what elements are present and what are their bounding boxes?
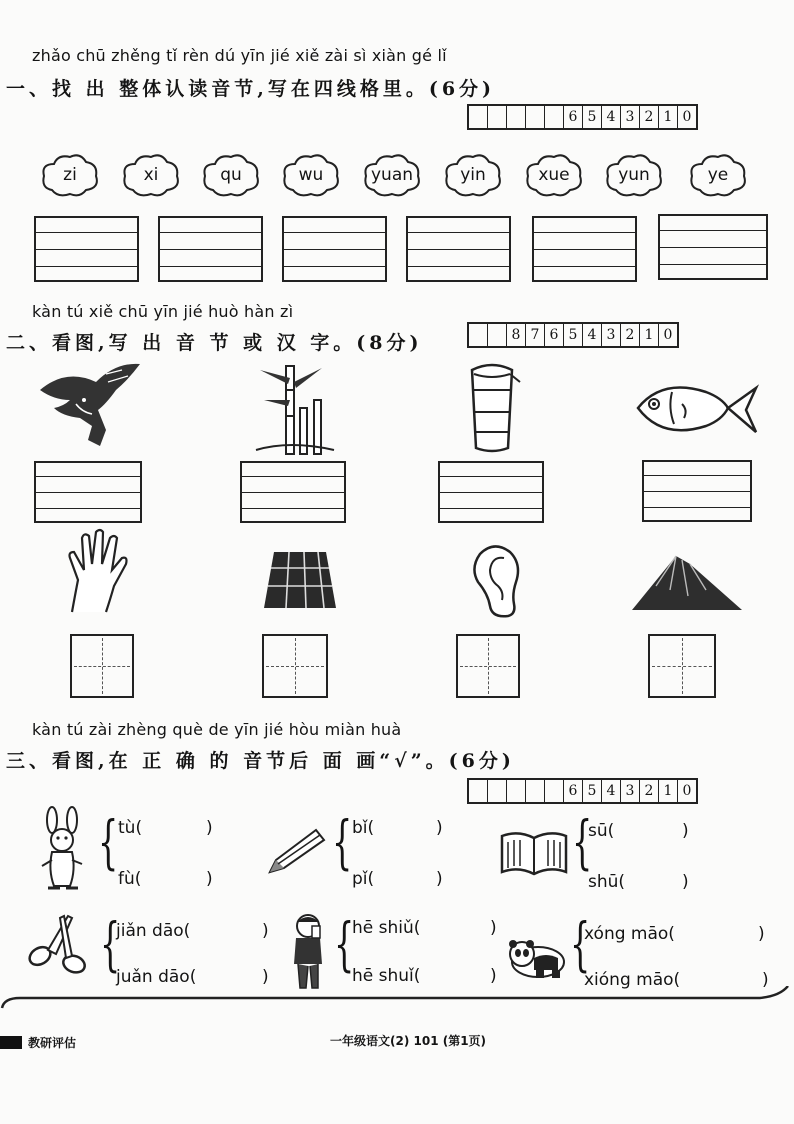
cloud-label: xue bbox=[538, 165, 570, 185]
score-cell[interactable]: 8 bbox=[507, 324, 526, 346]
option-label: pǐ( bbox=[352, 869, 375, 889]
cloud-label: ye bbox=[707, 165, 729, 185]
eagle-picture bbox=[36, 360, 144, 450]
fish-picture bbox=[632, 374, 760, 444]
four-line-box[interactable] bbox=[406, 216, 511, 282]
syllable-cloud bbox=[524, 152, 584, 198]
option-label: hē shuǐ( bbox=[352, 966, 421, 986]
field-picture bbox=[256, 548, 340, 612]
syllable-cloud bbox=[604, 152, 664, 198]
cloud-label: wu bbox=[298, 165, 324, 185]
score-cell[interactable] bbox=[469, 106, 488, 128]
answer-paren[interactable]: ) bbox=[262, 921, 269, 941]
drinking-boy-picture bbox=[288, 912, 330, 992]
syllable-cloud bbox=[362, 152, 422, 198]
score-cell[interactable] bbox=[526, 780, 545, 802]
footer-page: 一年级语文(2) 101 (第1页) bbox=[330, 1034, 487, 1048]
four-line-box[interactable] bbox=[34, 216, 139, 282]
page-border bbox=[0, 986, 794, 1016]
option-label: juǎn dāo( bbox=[116, 967, 197, 987]
cloud-label: qu bbox=[220, 165, 242, 185]
ear-picture bbox=[468, 542, 522, 620]
answer-paren[interactable]: ) bbox=[682, 872, 689, 892]
brace: { bbox=[570, 910, 591, 978]
syllable-cloud bbox=[121, 152, 181, 198]
scissors-picture bbox=[24, 912, 100, 976]
score-cell[interactable]: 2 bbox=[640, 780, 659, 802]
score-cell[interactable]: 0 bbox=[682, 783, 692, 799]
score-cell[interactable] bbox=[507, 780, 526, 802]
score-cell[interactable]: 3 bbox=[621, 106, 640, 128]
score-cell[interactable]: 3 bbox=[621, 780, 640, 802]
option-label: hē shiǔ( bbox=[352, 918, 421, 938]
score-cell[interactable] bbox=[488, 324, 507, 346]
syllable-cloud bbox=[443, 152, 503, 198]
brace: { bbox=[100, 910, 121, 978]
score-cell[interactable] bbox=[488, 780, 507, 802]
cloud-label: xi bbox=[143, 165, 159, 185]
score-cell[interactable]: 2 bbox=[640, 106, 659, 128]
score-cell[interactable] bbox=[545, 106, 564, 128]
score-cell[interactable]: 0 bbox=[663, 327, 673, 343]
four-line-box[interactable] bbox=[158, 216, 263, 282]
option-label: jiǎn dāo( bbox=[116, 921, 191, 941]
section3-heading: 三、看图,在 正 确 的 音节后 面 画“√”。(6分) bbox=[6, 750, 515, 772]
syllable-cloud bbox=[201, 152, 261, 198]
score-cell[interactable]: 5 bbox=[583, 780, 602, 802]
syllable-cloud bbox=[281, 152, 341, 198]
section3-score-table bbox=[467, 778, 698, 804]
score-cell[interactable]: 7 bbox=[526, 324, 545, 346]
answer-paren[interactable]: ) bbox=[262, 967, 269, 987]
score-cell[interactable]: 6 bbox=[564, 106, 583, 128]
rabbit-picture bbox=[34, 806, 94, 894]
pencil-picture bbox=[264, 826, 328, 878]
score-cell[interactable] bbox=[545, 780, 564, 802]
answer-paren[interactable]: ) bbox=[762, 970, 769, 990]
score-cell[interactable]: 4 bbox=[583, 324, 602, 346]
section2-pinyin: kàn tú xiě chū yīn jié huò hàn zì bbox=[32, 302, 294, 321]
four-line-box[interactable] bbox=[282, 216, 387, 282]
four-line-box[interactable] bbox=[438, 461, 544, 523]
tian-grid-box[interactable] bbox=[648, 634, 716, 698]
option-label: fù( bbox=[118, 869, 142, 889]
answer-paren[interactable]: ) bbox=[436, 869, 443, 889]
section2-heading: 二、看图,写 出 音 节 或 汉 字。(8分) bbox=[6, 332, 423, 354]
score-cell[interactable]: 5 bbox=[583, 106, 602, 128]
brace: { bbox=[98, 808, 119, 876]
cloud-label: yun bbox=[618, 165, 650, 185]
tian-grid-box[interactable] bbox=[70, 634, 134, 698]
syllable-cloud bbox=[688, 152, 748, 198]
score-cell[interactable] bbox=[469, 780, 488, 802]
answer-paren[interactable]: ) bbox=[490, 918, 497, 938]
footer-left: 教研评估 bbox=[28, 1036, 77, 1050]
four-line-box[interactable] bbox=[642, 460, 752, 522]
cloud-label: zi bbox=[63, 165, 77, 185]
boat-picture bbox=[462, 360, 522, 454]
option-label: sū( bbox=[588, 821, 615, 841]
score-cell[interactable] bbox=[469, 324, 488, 346]
section1-heading: 一、找 出 整体认读音节,写在四线格里。(6分) bbox=[6, 78, 496, 100]
answer-paren[interactable]: ) bbox=[206, 869, 213, 889]
section1-pinyin: zhǎo chū zhěng tǐ rèn dú yīn jié xiě zài sì xiàn gé lǐ bbox=[32, 46, 447, 65]
option-label: tù( bbox=[118, 818, 143, 838]
score-cell[interactable]: 1 bbox=[640, 324, 659, 346]
score-cell[interactable]: 6 bbox=[545, 324, 564, 346]
score-cell[interactable]: 2 bbox=[621, 324, 640, 346]
tian-grid-box[interactable] bbox=[262, 634, 328, 698]
option-label: shū( bbox=[588, 872, 626, 892]
section2-score-table bbox=[467, 322, 679, 348]
score-cell[interactable]: 5 bbox=[564, 324, 583, 346]
option-label: xióng māo( bbox=[584, 970, 681, 990]
option-label: xóng māo( bbox=[584, 924, 675, 944]
section3-pinyin: kàn tú zài zhèng què de yīn jié hòu miàn huà bbox=[32, 720, 402, 739]
four-line-box[interactable] bbox=[658, 214, 768, 280]
four-line-box[interactable] bbox=[240, 461, 346, 523]
footer-marker bbox=[0, 1036, 22, 1049]
score-cell[interactable] bbox=[526, 106, 545, 128]
score-cell[interactable] bbox=[507, 106, 526, 128]
four-line-box[interactable] bbox=[532, 216, 637, 282]
answer-paren[interactable]: ) bbox=[206, 818, 213, 838]
option-label: bǐ( bbox=[352, 818, 375, 838]
cloud-label: yin bbox=[460, 165, 486, 185]
score-cell[interactable]: 1 bbox=[659, 780, 678, 802]
syllable-cloud bbox=[40, 152, 100, 198]
answer-paren[interactable]: ) bbox=[490, 966, 497, 986]
bamboo-picture bbox=[250, 360, 340, 456]
score-cell[interactable] bbox=[488, 106, 507, 128]
tian-grid-box[interactable] bbox=[456, 634, 520, 698]
score-cell[interactable]: 3 bbox=[602, 324, 621, 346]
answer-paren[interactable]: ) bbox=[682, 821, 689, 841]
book-picture bbox=[498, 828, 570, 878]
score-cell[interactable]: 1 bbox=[659, 106, 678, 128]
score-cell[interactable]: 4 bbox=[602, 780, 621, 802]
score-cell[interactable]: 0 bbox=[682, 109, 692, 125]
score-cell[interactable]: 4 bbox=[602, 106, 621, 128]
score-cell[interactable]: 6 bbox=[564, 780, 583, 802]
answer-paren[interactable]: ) bbox=[436, 818, 443, 838]
brace: { bbox=[334, 910, 355, 978]
section1-score-table bbox=[467, 104, 698, 130]
panda-picture bbox=[506, 936, 568, 980]
four-line-box[interactable] bbox=[34, 461, 142, 523]
answer-paren[interactable]: ) bbox=[758, 924, 765, 944]
hand-picture bbox=[62, 528, 134, 616]
brace: { bbox=[572, 808, 593, 876]
brace: { bbox=[332, 808, 353, 876]
mountain-picture bbox=[630, 550, 744, 614]
cloud-label: yuan bbox=[370, 165, 414, 185]
